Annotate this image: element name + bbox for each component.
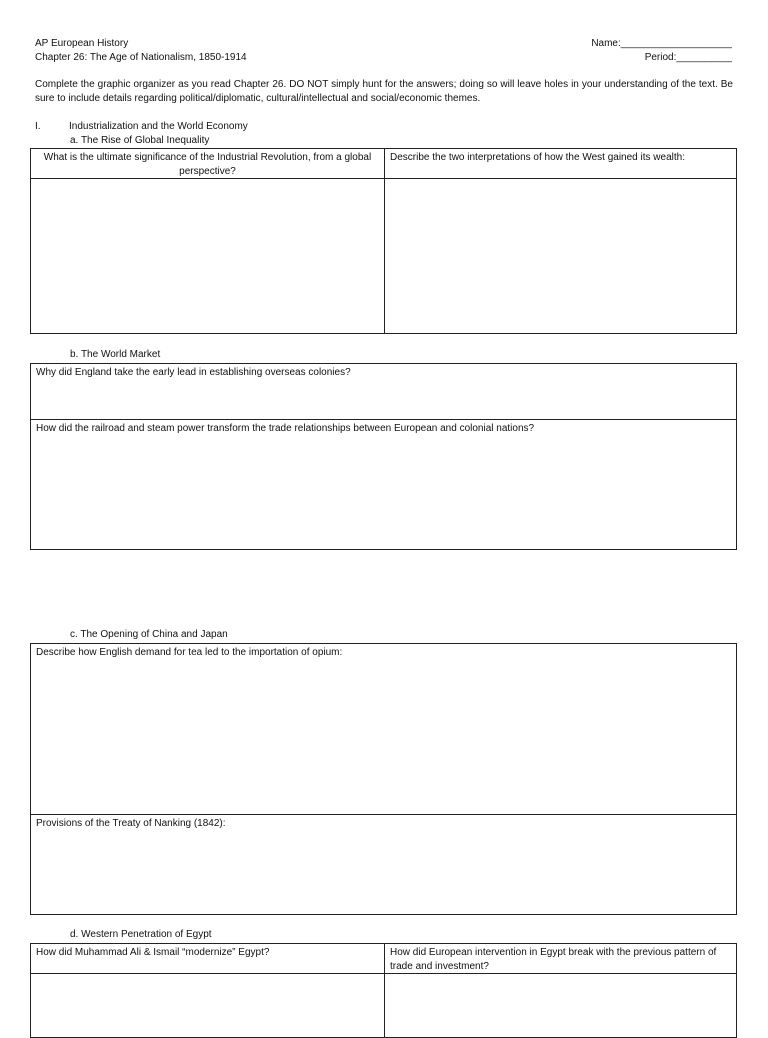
course-title: AP European History [35,38,129,49]
answer-a2[interactable] [385,179,736,333]
subsection-a-title: a. The Rise of Global Inequality [70,135,210,146]
question-c1[interactable]: Describe how English demand for tea led to the importation of opium: [36,647,343,658]
question-d1: How did Muhammad Ali & Ismail “modernize” Egypt? [36,947,270,958]
subsection-d-title: d. Western Penetration of Egypt [70,929,212,940]
answer-d1[interactable] [31,974,384,1037]
table-a [30,148,737,334]
header-left [35,37,247,65]
header-right [591,37,732,65]
question-d2: How did European intervention in Egypt break with the previous pattern of trade and investment? [390,947,717,972]
subsection-b-title: b. The World Market [70,349,161,360]
answer-a1[interactable] [31,179,384,333]
question-a1: What is the ultimate significance of the Industrial Revolution, from a global perspective? [43,152,372,177]
section-title: Industrialization and the World Economy [69,121,248,132]
subsection-c-title: c. The Opening of China and Japan [70,629,228,640]
question-b1[interactable]: Why did England take the early lead in establishing overseas colonies? [36,367,351,378]
table-c [30,643,737,915]
chapter-title: Chapter 26: The Age of Nationalism, 1850-1914 [35,52,247,63]
name-field[interactable]: Name:____________________ [591,38,732,49]
instructions: Complete the graphic organizer as you read Chapter 26. DO NOT simply hunt for the answers; doing so will leave holes in your understanding of the text. Be sure to include details regarding political/diplomatic, cultural/intellectual and social/economic themes. [35,79,733,104]
period-field[interactable]: Period:__________ [644,52,732,63]
answer-d2[interactable] [385,974,736,1037]
question-c2[interactable]: Provisions of the Treaty of Nanking (1842): [36,818,226,829]
section-number: I. [35,121,41,132]
table-b [30,363,737,550]
question-b2[interactable]: How did the railroad and steam power transform the trade relationships between European and colonial nations? [36,423,535,434]
question-a2: Describe the two interpretations of how the West gained its wealth: [390,152,685,163]
